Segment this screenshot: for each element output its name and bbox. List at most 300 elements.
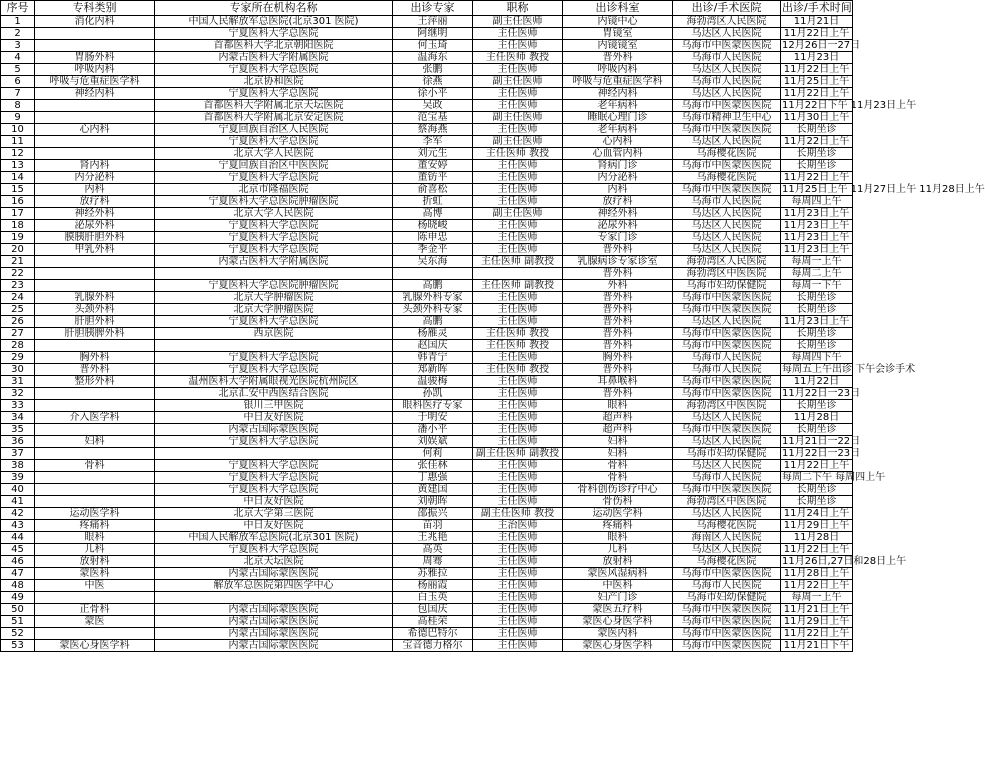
hospital-cell: 乌海市中医蒙医医院	[673, 568, 781, 580]
expert-cell: 董安婷	[393, 160, 473, 172]
expert-cell: 高英	[393, 544, 473, 556]
hospital-cell: 乌海市中医蒙医医院	[673, 388, 781, 400]
dept-cell: 蒙医心身医学科	[35, 640, 155, 652]
dept-cell	[35, 484, 155, 496]
time-cell: 11月21日一22日	[782, 435, 861, 447]
table-row	[1, 352, 853, 364]
hospital-cell: 乌达区人民医院	[673, 136, 781, 148]
time-cell: 11月21日	[781, 16, 853, 28]
expert-cell: 高鹏	[393, 316, 473, 328]
row-number: 4	[1, 52, 35, 64]
hospital-cell: 乌海樱花医院	[673, 556, 781, 568]
expert-cell: 高桂荣	[393, 616, 473, 628]
title-cell: 主任医师	[473, 316, 563, 328]
row-number: 45	[1, 544, 35, 556]
title-cell: 副主任医师	[473, 208, 563, 220]
title-cell: 主任医师	[473, 424, 563, 436]
title-cell: 主任医师 教授	[473, 328, 563, 340]
clinic-cell: 超声科	[563, 424, 673, 436]
title-cell: 主任医师	[473, 400, 563, 412]
time-cell: 11月21日下午	[781, 640, 853, 652]
expert-cell: 范宝基	[393, 112, 473, 124]
expert-cell: 包国庆	[393, 604, 473, 616]
row-number: 19	[1, 232, 35, 244]
time-cell: 11月23日上午	[781, 244, 853, 256]
time-cell: 11月22日上午	[781, 544, 853, 556]
hospital-cell: 海南区人民医院	[673, 532, 781, 544]
title-cell: 主任医师	[473, 484, 563, 496]
clinic-cell: 中医科	[563, 580, 673, 592]
dept-cell: 中医	[35, 580, 155, 592]
expert-cell: 何莉	[393, 448, 473, 460]
expert-cell: 白玉英	[393, 592, 473, 604]
clinic-cell: 内科	[563, 184, 673, 196]
expert-cell: 眼科医疗专家	[393, 400, 473, 412]
table-row	[1, 580, 853, 592]
row-number: 44	[1, 532, 35, 544]
dept-cell	[35, 388, 155, 400]
org-cell: 中日友好医院	[155, 520, 393, 532]
expert-cell: 徐燕	[393, 76, 473, 88]
row-number: 21	[1, 256, 35, 268]
time-cell: 11月23日上午	[781, 220, 853, 232]
title-cell: 主任医师	[473, 292, 563, 304]
title-cell: 主任医师	[473, 640, 563, 652]
row-number: 48	[1, 580, 35, 592]
clinic-cell: 内分泌科	[563, 172, 673, 184]
hospital-cell: 乌海市妇幼保健院	[673, 592, 781, 604]
clinic-cell: 神经外科	[563, 208, 673, 220]
hospital-cell: 乌海樱花医院	[673, 172, 781, 184]
dept-cell: 内科	[35, 184, 155, 196]
time-cell: 长期坐诊	[781, 400, 853, 412]
expert-cell: 邵振兴	[393, 508, 473, 520]
row-number: 39	[1, 472, 35, 484]
table-row	[1, 28, 853, 40]
expert-cell: 杨晓峻	[393, 220, 473, 232]
hospital-cell: 乌达区人民医院	[673, 544, 781, 556]
title-cell: 主任医师 副教授	[473, 280, 563, 292]
time-cell: 长期坐诊	[781, 148, 853, 160]
clinic-cell: 普外科	[563, 340, 673, 352]
row-number: 7	[1, 88, 35, 100]
time-cell: 11月23日上午	[781, 208, 853, 220]
row-number: 2	[1, 28, 35, 40]
hospital-cell: 乌海樱花医院	[673, 520, 781, 532]
row-number: 31	[1, 376, 35, 388]
title-cell: 主任医师	[473, 388, 563, 400]
clinic-cell: 妇产门诊	[563, 592, 673, 604]
table-row	[1, 484, 853, 496]
clinic-cell: 放射科	[563, 556, 673, 568]
table-row	[1, 256, 853, 268]
org-cell: 内蒙古医科大学附属医院	[155, 52, 393, 64]
clinic-cell: 心内科	[563, 136, 673, 148]
expert-cell: 周骞	[393, 556, 473, 568]
hospital-cell: 乌达区人民医院	[673, 208, 781, 220]
clinic-cell: 普外科	[563, 268, 673, 280]
title-cell: 主任医师 教授	[473, 52, 563, 64]
time-cell: 每周五上午出诊 下午会诊手术	[782, 363, 916, 375]
time-cell: 11月30日上午	[781, 112, 853, 124]
org-cell: 宁夏医科大学总医院	[155, 172, 393, 184]
dept-cell	[35, 100, 155, 112]
row-number: 52	[1, 628, 35, 640]
title-cell: 主任医师	[473, 124, 563, 136]
time-cell: 12月26日一27日	[782, 39, 861, 51]
expert-cell: 何玉琦	[393, 40, 473, 52]
time-cell: 11月22日上午	[781, 172, 853, 184]
expert-cell: 阿继明	[393, 28, 473, 40]
title-cell: 副主任医师	[473, 16, 563, 28]
time-cell: 11月23日上午	[781, 316, 853, 328]
org-cell: 宁夏医科大学总医院	[155, 352, 393, 364]
row-number: 40	[1, 484, 35, 496]
table-row	[1, 148, 853, 160]
expert-cell: 吴东海	[393, 256, 473, 268]
dept-cell: 疼痛科	[35, 520, 155, 532]
expert-cell: 于明安	[393, 412, 473, 424]
org-cell: 内蒙古国际蒙医医院	[155, 628, 393, 640]
org-cell: 宁夏医科大学总医院	[155, 88, 393, 100]
title-cell: 主任医师	[473, 304, 563, 316]
dept-cell: 乳腺外科	[35, 292, 155, 304]
clinic-cell: 普外科	[563, 304, 673, 316]
org-cell: 宁夏回族自治区中医医院	[155, 160, 393, 172]
row-number: 8	[1, 100, 35, 112]
expert-cell: 刘元生	[393, 148, 473, 160]
hospital-cell: 乌海市人民医院	[673, 364, 781, 376]
time-cell: 11月28日	[781, 412, 853, 424]
dept-cell	[35, 136, 155, 148]
title-cell: 主任医师	[473, 472, 563, 484]
title-cell: 主任医师	[473, 412, 563, 424]
clinic-cell: 运动医学科	[563, 508, 673, 520]
clinic-cell: 内镜镜室	[563, 40, 673, 52]
hospital-cell: 乌海市妇幼保健院	[673, 448, 781, 460]
table-row	[1, 424, 853, 436]
title-cell: 主任医师	[473, 352, 563, 364]
dept-cell: 胸外科	[35, 352, 155, 364]
expert-col-header: 出诊专家	[393, 1, 473, 16]
time-cell: 长期坐诊	[781, 292, 853, 304]
org-cell: 北京大学人民医院	[155, 148, 393, 160]
dept-cell: 介入医学科	[35, 412, 155, 424]
row-number: 36	[1, 436, 35, 448]
time-cell: 11月29日上午	[781, 616, 853, 628]
time-cell: 长期坐诊	[781, 484, 853, 496]
dept-cell: 消化内科	[35, 16, 155, 28]
table-row	[1, 268, 853, 280]
row-number: 14	[1, 172, 35, 184]
time-col-header: 出诊/手术时间	[782, 1, 852, 14]
expert-cell: 刘娱斌	[393, 436, 473, 448]
org-cell: 北京汇安中西医结合医院	[155, 388, 393, 400]
hospital-cell: 乌海市中医蒙医医院	[673, 340, 781, 352]
title-cell: 主任医师	[473, 220, 563, 232]
org-cell	[155, 268, 393, 280]
table-row	[1, 532, 853, 544]
clinic-cell: 老年病科	[563, 100, 673, 112]
org-cell: 宁夏医科大学总医院	[155, 220, 393, 232]
row-number: 22	[1, 268, 35, 280]
org-cell: 宁夏医科大学总医院	[155, 544, 393, 556]
dept-cell	[35, 472, 155, 484]
org-cell: 内蒙古医科大学附属医院	[155, 256, 393, 268]
title-cell: 主任医师	[473, 232, 563, 244]
dept-cell: 蒙医	[35, 616, 155, 628]
time-cell: 长期坐诊	[781, 124, 853, 136]
org-cell: 宁夏医科大学总医院	[155, 460, 393, 472]
dept-cell: 神经外科	[35, 208, 155, 220]
hospital-cell: 海勃湾区中医医院	[673, 496, 781, 508]
row-number: 16	[1, 196, 35, 208]
clinic-cell: 妇科	[563, 448, 673, 460]
clinic-cell: 外科	[563, 280, 673, 292]
table-row	[1, 160, 853, 172]
dept-cell: 肝胆外科	[35, 316, 155, 328]
dept-cell: 眼科	[35, 532, 155, 544]
expert-cell: 折虹	[393, 196, 473, 208]
org-cell: 内蒙古国际蒙医医院	[155, 616, 393, 628]
time-cell: 每周四下午	[781, 352, 853, 364]
row-number: 38	[1, 460, 35, 472]
clinic-cell: 神经内科	[563, 88, 673, 100]
table-row	[1, 244, 853, 256]
row-number: 32	[1, 388, 35, 400]
clinic-cell: 普外科	[563, 328, 673, 340]
expert-cell: 头颈外科专家	[393, 304, 473, 316]
row-number: 35	[1, 424, 35, 436]
table-row	[1, 472, 853, 484]
time-cell: 11月28日	[781, 532, 853, 544]
expert-cell: 杨雁灵	[393, 328, 473, 340]
org-cell: 北京天坛医院	[155, 556, 393, 568]
hospital-cell: 乌海樱花医院	[673, 148, 781, 160]
row-number: 51	[1, 616, 35, 628]
hospital-cell: 乌海市中医蒙医医院	[673, 124, 781, 136]
title-cell: 主任医师	[473, 88, 563, 100]
row-number: 20	[1, 244, 35, 256]
hospital-cell: 乌海市中医蒙医医院	[673, 628, 781, 640]
clinic-cell: 蒙医五疗科	[563, 604, 673, 616]
expert-cell: 吴政	[393, 100, 473, 112]
org-cell: 中国人民解放军总医院(北京301 医院)	[155, 16, 393, 28]
clinic-cell: 骨伤科	[563, 496, 673, 508]
table-row	[1, 220, 853, 232]
clinic-cell: 耳鼻喉科	[563, 376, 673, 388]
title-cell: 主任医师 教授	[473, 148, 563, 160]
expert-cell: 苗羽	[393, 520, 473, 532]
expert-cell: 黄建国	[393, 484, 473, 496]
clinic-cell: 普外科	[563, 364, 673, 376]
dept-cell: 甲乳外科	[35, 244, 155, 256]
title-cell: 主任医师	[473, 496, 563, 508]
hospital-cell: 乌海市中医蒙医医院	[673, 100, 781, 112]
expert-cell: 赵国庆	[393, 340, 473, 352]
time-cell: 11月22日上午	[781, 28, 853, 40]
expert-cell: 俞喜松	[393, 184, 473, 196]
org-cell: 首都医科大学北京朝阳医院	[155, 40, 393, 52]
dept-cell: 泌尿外科	[35, 220, 155, 232]
org-cell: 首都医科大学附属北京天坛医院	[155, 100, 393, 112]
title-cell: 主任医师	[473, 160, 563, 172]
dept-cell: 呼吸与危重症医学科	[35, 76, 155, 88]
clinic-cell: 儿科	[563, 544, 673, 556]
org-cell: 北京大学第三医院	[155, 508, 393, 520]
org-cell: 内蒙古国际蒙医医院	[155, 568, 393, 580]
hospital-cell: 乌海市人民医院	[673, 196, 781, 208]
clinic-cell: 心血管内科	[563, 148, 673, 160]
hospital-cell: 乌达区人民医院	[673, 436, 781, 448]
clinic-cell: 普外科	[563, 292, 673, 304]
table-row	[1, 40, 853, 52]
clinic-cell: 胃镜室	[563, 28, 673, 40]
org-cell: 内蒙古国际蒙医医院	[155, 604, 393, 616]
time-cell: 长期坐诊	[781, 424, 853, 436]
org-cell	[155, 592, 393, 604]
expert-cell: 董钫平	[393, 172, 473, 184]
dept-cell	[35, 628, 155, 640]
dept-cell	[35, 496, 155, 508]
row-number: 28	[1, 340, 35, 352]
dept-cell: 膜胰肝胆外科	[35, 232, 155, 244]
table-body	[1, 15, 985, 652]
title-cell: 主任医师	[473, 100, 563, 112]
hospital-cell: 乌海市人民医院	[673, 76, 781, 88]
dept-cell: 放疗科	[35, 196, 155, 208]
title-cell: 主任医师	[473, 592, 563, 604]
expert-cell: 徐小平	[393, 88, 473, 100]
hospital-cell: 乌海市中医蒙医医院	[673, 616, 781, 628]
hospital-cell: 乌达区人民医院	[673, 220, 781, 232]
table-row	[1, 52, 853, 64]
time-cell: 长期坐诊	[781, 328, 853, 340]
time-cell: 11月26日,27日和28日上午	[782, 555, 907, 567]
clinic-cell: 骨科	[563, 460, 673, 472]
dept-cell	[35, 40, 155, 52]
dept-cell: 肝胆胰脾外科	[35, 328, 155, 340]
expert-cell: 潘小平	[393, 424, 473, 436]
row-number: 34	[1, 412, 35, 424]
hospital-cell: 海勃湾区人民医院	[673, 16, 781, 28]
table-row	[1, 616, 853, 628]
expert-cell: 孙凯	[393, 388, 473, 400]
time-cell: 11月22日上午	[781, 88, 853, 100]
dept-cell: 普外科	[35, 364, 155, 376]
org-cell: 宁夏医科大学总医院	[155, 484, 393, 496]
clinic-cell: 普外科	[563, 388, 673, 400]
time-cell: 长期坐诊	[781, 496, 853, 508]
hospital-cell: 乌海市人民医院	[673, 472, 781, 484]
time-cell: 11月22日下午 11月23日上午	[782, 99, 917, 111]
org-cell: 宁夏医科大学总医院	[155, 316, 393, 328]
title-cell: 副主任医师	[473, 76, 563, 88]
dept-cell	[35, 592, 155, 604]
title-cell: 主任医师 教授	[473, 364, 563, 376]
title-cell: 主任医师	[473, 244, 563, 256]
hospital-cell: 乌达区人民医院	[673, 316, 781, 328]
org-cell: 银川三甲医院	[155, 400, 393, 412]
expert-cell: 王萍丽	[393, 16, 473, 28]
title-col-header: 职称	[473, 1, 563, 16]
clinic-cell: 呼吸内科	[563, 64, 673, 76]
table-row	[1, 568, 853, 580]
dept-cell	[35, 112, 155, 124]
table-row	[1, 364, 853, 376]
hospital-cell: 乌海市中医蒙医医院	[673, 424, 781, 436]
title-cell: 主任医师	[473, 196, 563, 208]
table-row	[1, 592, 853, 604]
row-number: 9	[1, 112, 35, 124]
hospital-cell: 乌达区人民医院	[673, 88, 781, 100]
time-cell: 11月22日一23日	[782, 447, 861, 459]
clinic-cell: 内镜中心	[563, 16, 673, 28]
hospital-cell: 乌海市妇幼保健院	[673, 280, 781, 292]
dept-cell: 妇科	[35, 436, 155, 448]
dept-cell	[35, 400, 155, 412]
expert-cell: 韩青宁	[393, 352, 473, 364]
table-row	[1, 292, 853, 304]
expert-cell: 季金平	[393, 244, 473, 256]
hospital-cell: 海勃湾区人民医院	[673, 256, 781, 268]
dept-cell: 蒙医科	[35, 568, 155, 580]
hospital-cell: 乌海市中医蒙医医院	[673, 376, 781, 388]
hospital-cell: 乌海市中医蒙医医院	[673, 304, 781, 316]
dept-cell: 神经内科	[35, 88, 155, 100]
hospital-cell: 海勃湾区中医医院	[673, 400, 781, 412]
expert-cell: 杨丽霞	[393, 580, 473, 592]
dept-cell	[35, 256, 155, 268]
time-cell: 11月29日上午	[781, 520, 853, 532]
row-number: 29	[1, 352, 35, 364]
org-cell: 宁夏医科大学总医院	[155, 472, 393, 484]
hospital-cell: 乌达区人民医院	[673, 64, 781, 76]
clinic-cell: 乳腺病诊专家诊室	[563, 256, 673, 268]
clinic-cell: 泌尿外科	[563, 220, 673, 232]
table-row	[1, 112, 853, 124]
title-cell: 主任医师	[473, 604, 563, 616]
expert-cell: 陈申忠	[393, 232, 473, 244]
clinic-cell: 蒙医内科	[563, 628, 673, 640]
time-cell: 11月23日	[781, 52, 853, 64]
org-cell: 宁夏医科大学总医院	[155, 28, 393, 40]
table-row	[1, 184, 853, 196]
time-cell: 长期坐诊	[781, 304, 853, 316]
title-cell: 主任医师	[473, 532, 563, 544]
row-number: 27	[1, 328, 35, 340]
clinic-cell: 蒙医心身医学科	[563, 616, 673, 628]
hospital-cell: 乌海市中医蒙医医院	[673, 484, 781, 496]
clinic-cell: 疼痛科	[563, 520, 673, 532]
hospital-cell: 乌海市人民医院	[673, 352, 781, 364]
clinic-cell: 蒙医风湿病科	[563, 568, 673, 580]
clinic-cell: 普外科	[563, 316, 673, 328]
clinic-cell: 放疗科	[563, 196, 673, 208]
org-cell: 宁夏医科大学总医院	[155, 364, 393, 376]
clinic-cell: 骨科	[563, 472, 673, 484]
table-row	[1, 436, 853, 448]
table-row	[1, 544, 853, 556]
table-row	[1, 16, 853, 28]
org-cell: 北京大学肿瘤医院	[155, 292, 393, 304]
dept-col-header: 专科类别	[35, 1, 155, 16]
expert-cell: 宝音德力格尔	[393, 640, 473, 652]
dept-cell	[35, 424, 155, 436]
row-number: 42	[1, 508, 35, 520]
org-cell: 中日友好医院	[155, 496, 393, 508]
expert-cell	[393, 268, 473, 280]
